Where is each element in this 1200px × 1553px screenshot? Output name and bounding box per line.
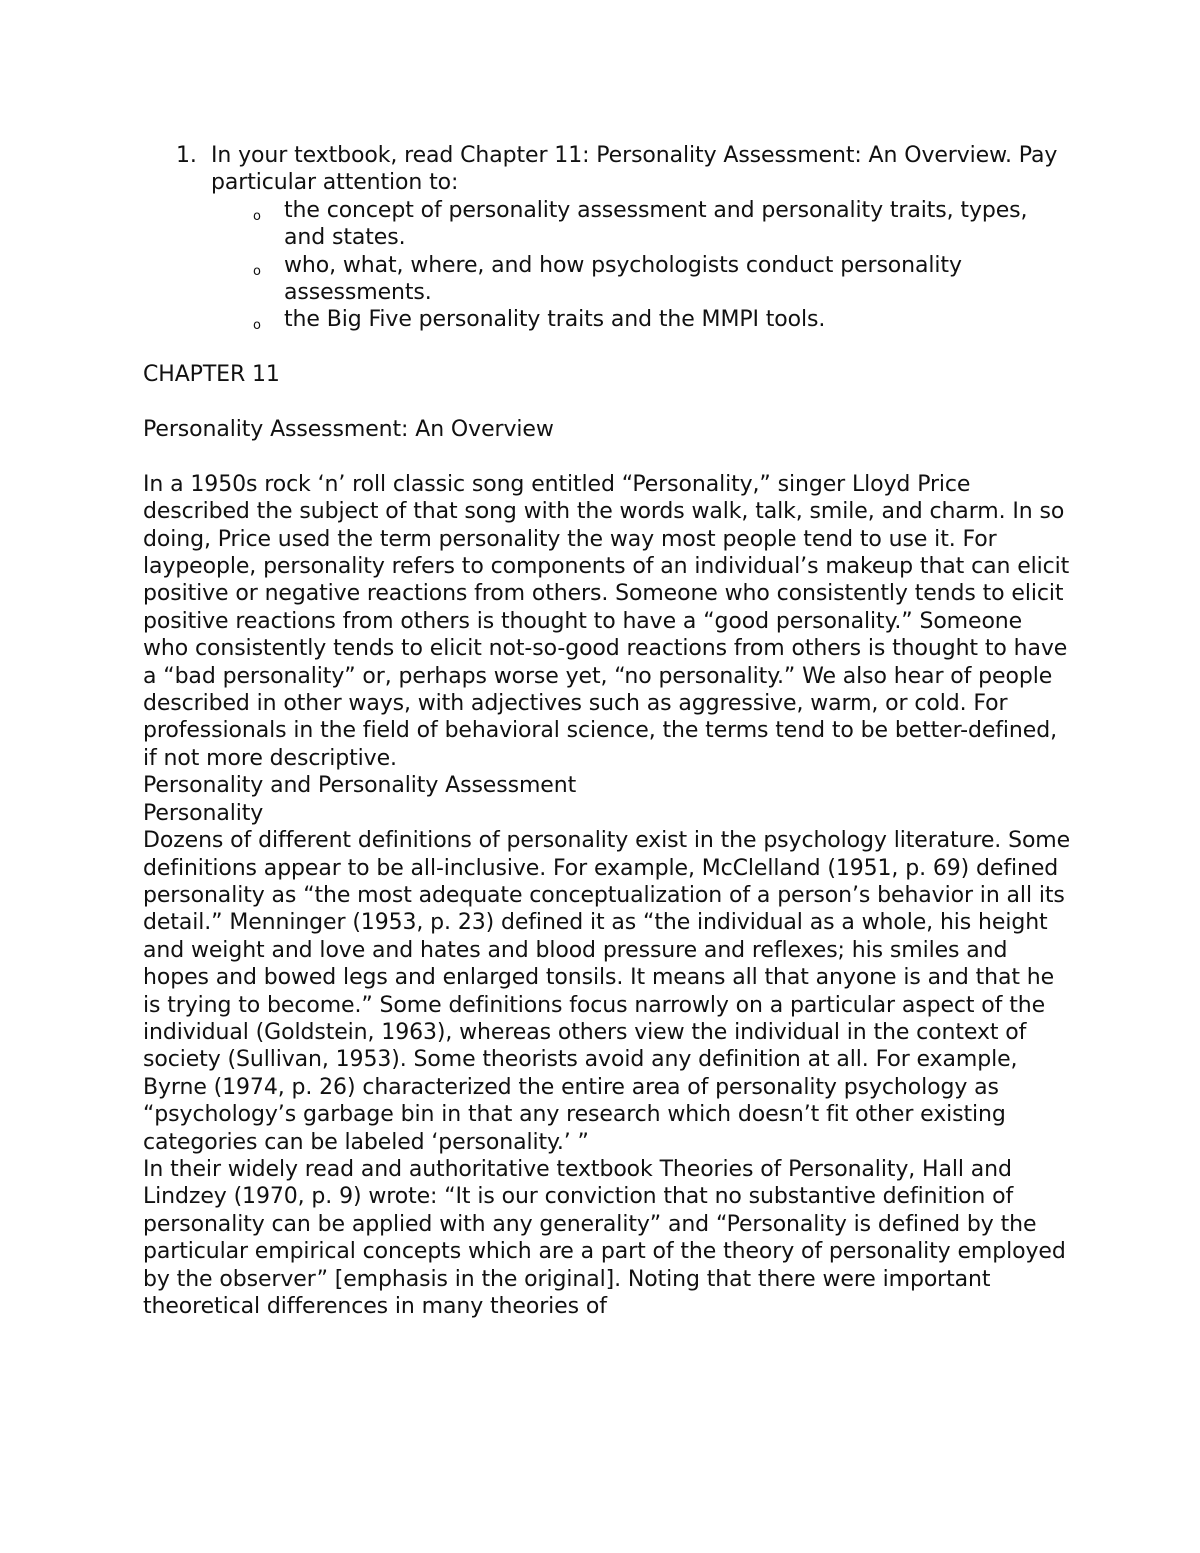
assignment-text: In your textbook, read Chapter 11: Personality Assessment: An Overview. Pay particular attention to: (211, 143, 1058, 196)
assignment-item (143, 142, 1073, 334)
intro-paragraph: In a 1950s rock ‘n’ roll classic song entitled “Personality,” singer Lloyd Price described the subject of that song with the words walk, talk, smile, and charm. In so doing, Price used the term personality the way most people tend to use it. For laypeople, personality refers to components of an individual’s makeup that can elicit positive or negative reactions from others. Someone who consistently tends to elicit positive reactions from others is thought to have a “good personality.” Someone who consistently tends to elicit not-so-good reactions from others is thought to have a “bad personality” or, perhaps worse yet, “no personality.” We also hear of people described in other ways, with adjectives such as aggressive, warm, or cold. For professionals in the field of behavioral science, the terms tend to be better-defined, if not more descriptive. (143, 471, 1070, 771)
assignment-sublist (211, 197, 1073, 334)
bullet-icon: o (253, 208, 261, 224)
list-number: 1. (176, 143, 197, 168)
document-content (143, 142, 1073, 1320)
list-item (211, 252, 1073, 307)
list-item-text: who, what, where, and how psychologists conduct personality assessments. (284, 252, 962, 306)
list-item (211, 306, 1073, 333)
section-heading: Personality and Personality Assessment (143, 773, 577, 799)
spacer (143, 334, 1073, 361)
spacer (143, 443, 1073, 470)
body-paragraph: In their widely read and authoritative textbook Theories of Personality, Hall and Lindzey (1970, p. 9) wrote: “It is our conviction that no substantive definition of personality can be applied with any generality” and “Personality is defined by the particular empirical concepts which are a part of the theory of personality employed by the observer” [emphasis in the original]. Noting that there were important theoretical differences in many theories of (143, 1156, 1066, 1320)
list-item-text: the Big Five personality traits and the MMPI tools. (284, 307, 826, 333)
list-item (211, 197, 1073, 252)
bullet-icon: o (253, 263, 261, 279)
chapter-label: CHAPTER 11 (143, 362, 280, 388)
chapter-title: Personality Assessment: An Overview (143, 417, 554, 443)
bullet-icon: o (253, 318, 261, 334)
spacer (143, 389, 1073, 416)
subsection-heading: Personality (143, 800, 264, 826)
body-paragraph: Dozens of different definitions of personality exist in the psychology literature. Some definitions appear to be all-inclusive. For example, McClelland (1951, p. 69) defined personality as “the most adequate conceptualization of a person’s behavior in all its detail.” Menninger (1953, p. 23) defined it as “the individual as a whole, his height and weight and love and hates and blood pressure and reflexes; his smiles and hopes and bowed legs and enlarged tonsils. It means all that anyone is and that he is trying to become.” Some definitions focus narrowly on a particular aspect of the individual (Goldstein, 1963), whereas others view the individual in the context of society (Sullivan, 1953). Some theorists avoid any definition at all. For example, Byrne (1974, p. 26) characterized the entire area of personality psychology as “psychology’s garbage bin in that any research which doesn’t fit other existing categories can be labeled ‘personality.’ ” (143, 828, 1071, 1155)
list-item-text: the concept of personality assessment and personality traits, types, and states. (284, 197, 1028, 251)
